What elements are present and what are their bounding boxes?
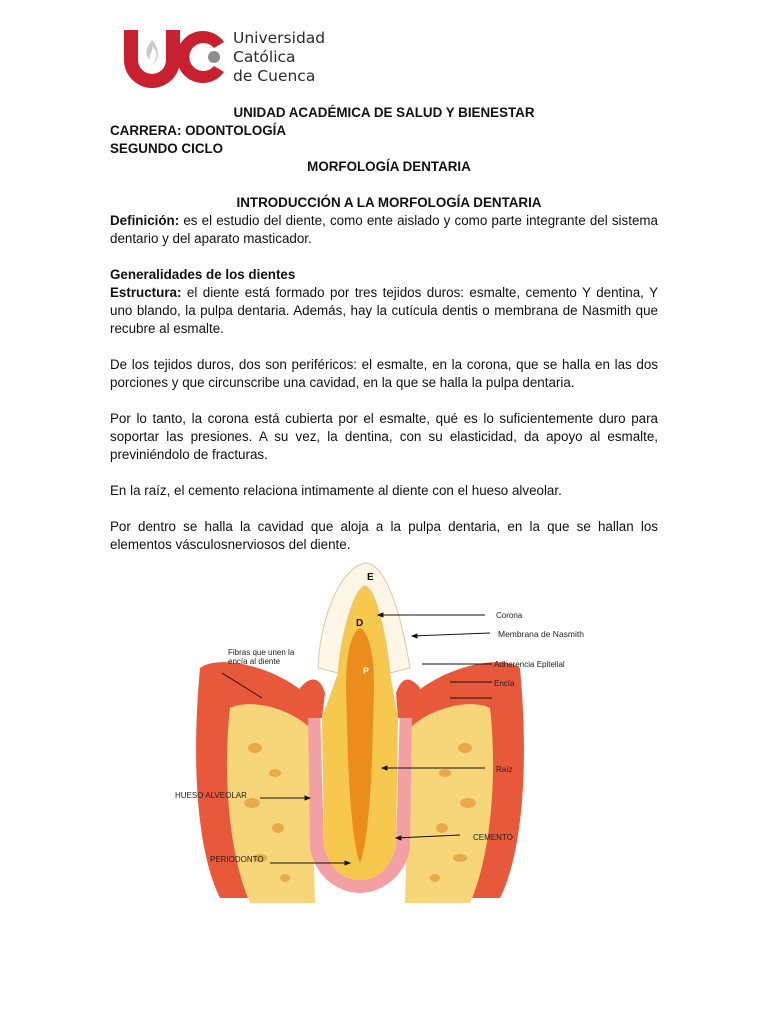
unit-heading: UNIDAD ACADÉMICA DE SALUD Y BIENESTAR: [233, 105, 535, 120]
paragraph-pulp-cavity: Por dentro se halla la cavidad que aloja a la pulpa dentaria, en la que se hallan los elementos vásculosnerviosos del diente.: [110, 519, 658, 552]
section-title: INTRODUCCIÓN A LA MORFOLOGÍA DENTARIA: [236, 195, 542, 210]
subject-heading: MORFOLOGÍA DENTARIA: [307, 159, 471, 174]
paragraph-root: En la raíz, el cemento relaciona intimamente al diente con el hueso alveolar.: [110, 483, 562, 498]
generalities-title: Generalidades de los dientes: [110, 267, 296, 282]
definition-text: es el estudio del diente, como ente aislado y como parte integrante del sistema dentario y del aparato masticador.: [110, 213, 658, 246]
logo-line-1: Universidad: [233, 29, 326, 47]
cycle-heading: SEGUNDO CICLO: [110, 141, 224, 156]
uc-logo-mark: [120, 26, 230, 88]
label-membrana: Membrana de Nasmith: [498, 629, 584, 639]
logo-wordmark: [233, 29, 325, 86]
structure-text: el diente está formado por tres tejidos duros: esmalte, cemento Y dentina, Y uno blando, la pulpa dentaria. Además, hay la cutícula dentis o membrana de Nasmith que recubre al esmalte.: [110, 285, 658, 336]
label-fibras-2: encía al diente: [228, 657, 281, 666]
label-corona: Corona: [496, 611, 523, 620]
paragraph-peripheral-tissues: De los tejidos duros, dos son periféricos: el esmalte, en la corona, que se halla en las dos porciones y que circunscribe una cavidad, en la que se halla la pulpa dentaria.: [110, 357, 658, 390]
label-encia: Encía: [494, 679, 515, 688]
document-body: [110, 104, 658, 554]
structure-paragraph: [110, 284, 658, 338]
alveolar-bone-shape: [227, 704, 315, 903]
tooth-diagram: [160, 558, 620, 908]
structure-label: Estructura:: [110, 285, 182, 300]
label-raiz: Raíz: [496, 765, 513, 774]
label-fibras-1: Fibras que unen la: [228, 648, 295, 657]
logo-line-2: Católica: [233, 48, 296, 66]
label-periodonto: PERIODONTO: [210, 855, 264, 864]
tooth-illustration: [160, 558, 620, 908]
definition-paragraph: [110, 212, 658, 248]
enamel-letter: E: [367, 572, 374, 583]
label-adherencia: Adherencia Epitelial: [494, 660, 565, 669]
label-cemento: CEMENTO: [473, 833, 513, 842]
pulp-letter: P: [363, 666, 370, 676]
dentin-letter: D: [356, 618, 364, 629]
paragraph-crown: Por lo tanto, la corona está cubierta por el esmalte, qué es lo suficientemente duro para soportar las presiones. A su vez, la dentina, con su elasticidad, da apoyo al esmalte, previniéndolo de fracturas.: [110, 411, 658, 462]
definition-label: Definición:: [110, 213, 180, 228]
career-heading: CARRERA: ODONTOLOGÍA: [110, 123, 287, 138]
logo-line-3: de Cuenca: [233, 67, 316, 85]
label-hueso: HUESO ALVEOLAR: [175, 791, 247, 800]
